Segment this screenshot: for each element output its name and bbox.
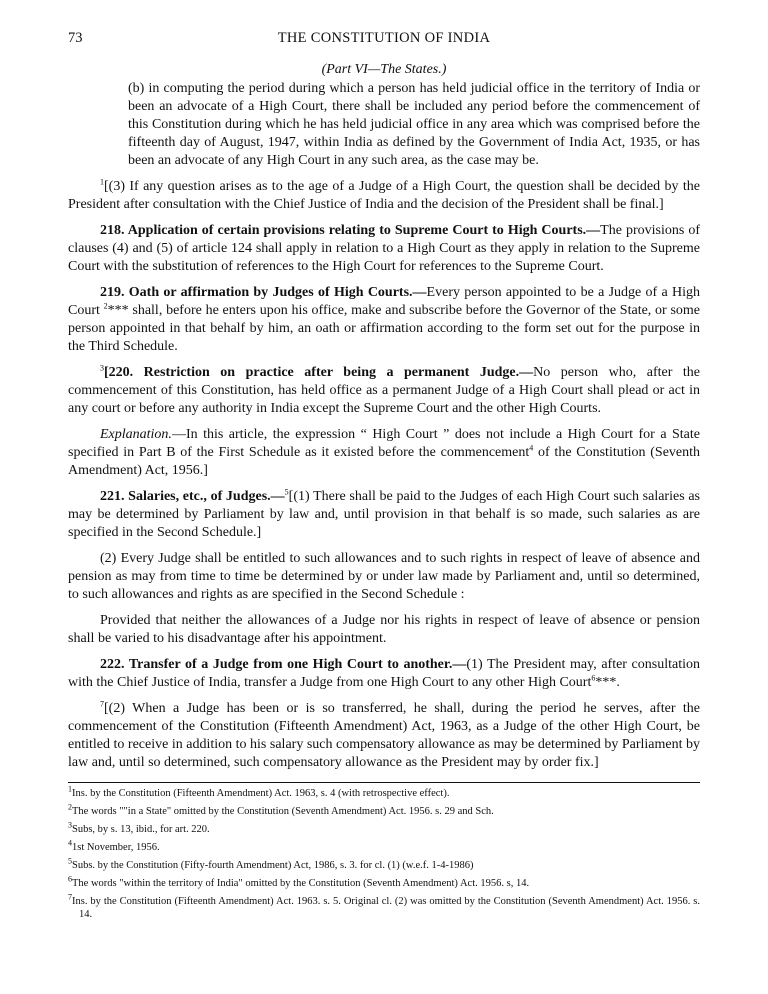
footnote-divider (68, 782, 700, 783)
explanation-label: Explanation. (100, 427, 172, 442)
proviso: Provided that neither the allowances of a Judge nor his rights in respect of leave of absence or pension shall be varied to his disadvantage after his appointment. (68, 613, 700, 646)
article-222-clause-2 (68, 700, 700, 772)
footnote-text: The words ""in a State" omitted by the Constitution (Seventh Amendment) Act. 1956. s. 29 and Sch. (72, 806, 494, 817)
footnote-ref: 2 (103, 301, 108, 311)
footnote-mark: 5 (68, 856, 72, 866)
footnote-ref: 1 (100, 177, 104, 187)
page-header (68, 30, 700, 56)
footnote-text: Ins. by the Constitution (Fifteenth Amendment) Act. 1963. s. 5. Original cl. (2) was omitted by the Constitution (Seventh Amendment) Act. 1956. s. 14. (72, 896, 700, 920)
footnote (68, 838, 700, 854)
article-222-text-b: ***. (595, 675, 620, 690)
article-218 (68, 222, 700, 276)
article-221-text: [(1) There shall be paid to the Judges of each High Court such salaries as may be determined by Parliament by law and, until provision in that behalf is so made, such salaries as are specified in the Second Schedule.] (68, 489, 700, 540)
footnote-text: The words "within the territory of India" omitted by the Constitution (Seventh Amendment) Act. 1956. s, 14. (72, 878, 530, 889)
article-221 (68, 488, 700, 542)
footnote-mark: 6 (68, 874, 72, 884)
article-220-text: No person who, after the commencement of this Constitution, has held office as a permanent Judge of a High Court shall plead or act in any court or before any authority in India except the Supreme Court and the other High Courts. (68, 365, 700, 416)
article-222-clause-2-text: [(2) When a Judge has been or is so transferred, he shall, during the period he serves, after the commencement of the Constitution (Fifteenth Amendment) Act, 1963, as a Judge of the other High Court, be entitled to receive in addition to his salary such compensatory allowance as may be determined by Parliament by law and, until so determined, such compensatory allowance as the President may by order fix.] (68, 701, 700, 770)
footnote-ref: 6 (591, 673, 596, 683)
footnote-text: Subs, by s. 13, ibid., for art. 220. (72, 824, 210, 835)
clause-b: (b) in computing the period during which a person has held judicial office in the territory of India or been an advocate of a High Court, there shall be included any period before the commencement of this Constitution during which he has held judicial office in any area which was comprised before the fifteenth day of August, 1947, within India as defined by the Government of India Act, 1935, or has been an advocate of any High Court in any such area, as the case may be. (128, 81, 700, 168)
article-219-text-a: Every person appointed to be a Judge of a High Court (68, 285, 700, 318)
article-218-heading: 218. Application of certain provisions relating to Supreme Court to High Courts.— (100, 223, 601, 238)
footnote-text: Subs. by the Constitution (Fifty-fourth Amendment) Act, 1986, s. 3. for cl. (1) (w.e.f. 1-4-1986) (72, 860, 474, 871)
footnote-ref: 4 (529, 443, 534, 453)
article-219-heading: 219. Oath or affirmation by Judges of High Courts.— (100, 285, 427, 300)
page-title: THE CONSTITUTION OF INDIA (277, 30, 491, 46)
footnote-mark: 1 (68, 784, 72, 794)
footnote-ref: 5 (284, 487, 289, 497)
footnote-ref: 7 (100, 699, 104, 709)
footnote-mark: 4 (68, 838, 72, 848)
clause-3-text: [(3) If any question arises as to the age of a Judge of a High Court, the question shall be decided by the President after consultation with the Chief Justice of India and the decision of the President shall be final.] (68, 179, 700, 212)
footnote (68, 820, 700, 836)
footnote-mark: 7 (68, 892, 72, 902)
page-number: 73 (68, 30, 83, 46)
footnote (68, 874, 700, 890)
footnote (68, 802, 700, 818)
document-page (68, 0, 700, 926)
article-222-heading: 222. Transfer of a Judge from one High Court to another.— (100, 657, 467, 672)
footnote-text: Ins. by the Constitution (Fifteenth Amendment) Act. 1963, s. 4 (with retrospective effect). (72, 788, 450, 799)
footnote-mark: 2 (68, 802, 72, 812)
explanation (68, 426, 700, 480)
footnote-ref: 3 (100, 363, 104, 373)
footnotes (68, 784, 700, 921)
part-subtitle: (Part VI—The States.) (321, 62, 447, 77)
footnote (68, 784, 700, 800)
article-219-text-b: *** shall, before he enters upon his office, make and subscribe before the Governor of the State, or some person appointed in that behalf by him, an oath or affirmation according to the form set out for the purpose in the Third Schedule. (68, 303, 700, 354)
article-221-clause-2: (2) Every Judge shall be entitled to such allowances and to such rights in respect of leave of absence and pension as may from time to time be determined by or under law made by Parliament and, until so determined, to such allowances and rights as are specified in the Second Schedule : (68, 551, 700, 602)
clause-3 (68, 178, 700, 214)
article-220-heading: [220. Restriction on practice after being a permanent Judge.— (104, 365, 534, 380)
article-218-text: The provisions of clauses (4) and (5) of article 124 shall apply in relation to a High Court as they apply in relation to the Supreme Court with the substitution of references to the High Court for references to the Supreme Court. (68, 223, 700, 274)
article-220 (68, 364, 700, 418)
article-222 (68, 656, 700, 692)
footnote-text: 1st November, 1956. (72, 842, 160, 853)
article-221-heading: 221. Salaries, etc., of Judges.— (100, 489, 285, 504)
article-219 (68, 284, 700, 356)
explanation-text-a: —In this article, the expression “ High Court ” does not include a High Court for a State specified in Part B of the First Schedule as it existed before the commencement (68, 427, 700, 460)
footnote (68, 856, 700, 872)
footnote-mark: 3 (68, 820, 72, 830)
article-222-text-a: (1) The President may, after consultation with the Chief Justice of India, transfer a Judge from one High Court to any other High Court (68, 657, 700, 690)
footnote (68, 892, 700, 921)
explanation-text-b: of the Constitution (Seventh Amendment) Act, 1956.] (68, 445, 701, 478)
